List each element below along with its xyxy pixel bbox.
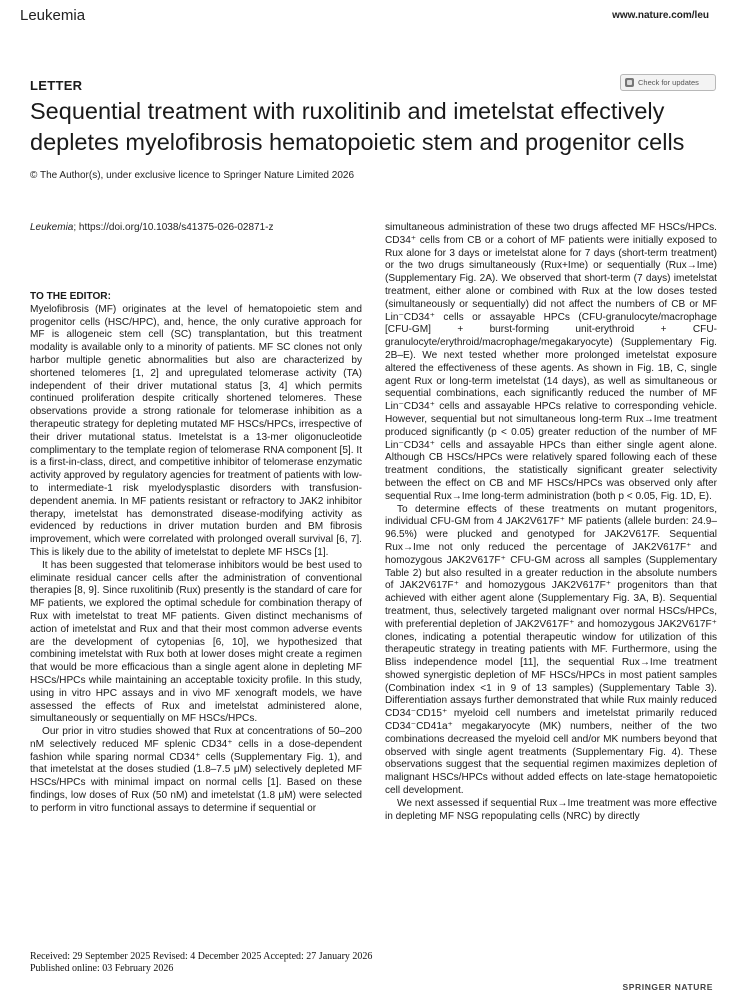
- publisher-logo: SPRINGER NATURE: [622, 982, 713, 992]
- paragraph: Myelofibrosis (MF) originates at the level of hematopoietic stem and progenitor cells (HSC/HPC), and, hence, the only curative approach for MF is allogeneic stem cell (SC) transplantation, but this treatment modality is available only to a minority of patients. MF SC clones not only harbor multiple genetic abnormalities but also are characterized by shortened telomeres [1, 2] and upregulated telomerase activity (TA) independent of their driver mutational status [3, 4] which permits continued proliferation despite critically shortened telomeres. These observations provide a strong rationale for telomerase inhibition as a therapeutic strategy for depleting mutated MF HSCs/HPCs, irrespective of their driver mutational status. Imetelstat is a 13-mer oligonucleotide complimentary to the template region of telomerase RNA component [5]. It is a first-in-class, direct, and competitive inhibitor of telomerase enzymatic activity approved by regulatory agencies for treatment of patients with low- to intermediate-1 risk myelodysplastic disorders with transfusion-dependent anemia. In MF patients resistant or refractory to JAK2 inhibitor therapy, imetelstat has demonstrated disease-modifying activity as evidenced by reductions in driver mutation burden and BM fibrosis improvement, which were correlated with prolonged overall survival [6, 7]. This is likely due to the ability of imetelstat to deplete MF HSCs [1].: [30, 303, 362, 558]
- received-dates: Received: 29 September 2025 Revised: 4 December 2025 Accepted: 27 January 2026: [30, 951, 373, 962]
- published-date: Published online: 03 February 2026: [30, 963, 174, 974]
- doi-link[interactable]: ; https://doi.org/10.1038/s41375-026-02871-z: [73, 222, 274, 233]
- doi-line: [30, 222, 274, 233]
- paragraph: It has been suggested that telomerase inhibitors would be best used to eliminate residual cancer cells after the administration of conventional therapies [8, 9]. Since ruxolitinib (Rux) presently is the standard of care for MF patients, we explored the optimal schedule for combination therapy of Rux with imetelstat to treat MF patients. Given distinct mechanisms of action of imetelstat and Rux and that their most common adverse events are the development of cytopenias [6, 10], we hypothesized that combining imetelstat with Rux both at lower doses might create a regimen that would be more efficacious than a single agent alone in depleting MF HSCs/HPCs while maintaining an acceptable toxicity profile. In this study, using in vitro HPC assays and in vivo MF xenograft models, we have assessed the effects of Rux and imetelstat administered alone, simultaneously or sequentially on MF HSCs/HPCs.: [30, 559, 362, 725]
- paragraph: simultaneous administration of these two drugs affected MF HSCs/HPCs. CD34⁺ cells from CB or a cohort of MF patients were initially exposed to Rux alone for 3 days or imetelstat alone for 7 days (short-term treatment) or the two drugs simultaneously (Rux+Ime) or sequentially (Rux→Ime) (Supplementary Fig. 2A). We observed that short-term (7 days) imetelstat treatment, either alone or combined with Rux at the low doses tested (simultaneously or sequentially) did not affect the numbers of CB or MF Lin⁻CD34⁺ cells or assayable HPCs (CFU-granulocyte/macrophage [CFU-GM] + burst-forming unit-erythroid + CFU-granulocyte/erythroid/macrophage/megakaryocyte) (Supplementary Fig. 2B–E). We next tested whether more prolonged imetelstat exposure altered the effectiveness of these agents. As shown in Fig. 1B, C, single agent Rux or long-term imetelstat (14 days), as well as simultaneous or sequential combinations, each significantly reduced the number of MF Lin⁻CD34⁺ cells and assayable HPCs relative to corresponding vehicle. However, sequential but not simultaneous long-term Rux→Ime treatment produced significantly (p < 0.05) greater reduction of the number of MF Lin⁻CD34⁺ cells and assayable HPCs than either single agent alone. Although CB HSCs/HPCs were relatively spared following each of these treatment conditions, the statistically significant greater selectivity between the effect on CB and MF HSCs/HPCs was observed only after sequential Rux→Ime long-term administration (both p < 0.05, Fig. 1D, E).: [385, 222, 717, 502]
- paragraph: To determine effects of these treatments on mutant progenitors, individual CFU-GM from 4 JAK2V617F⁺ MF patients (allele burden: 24.9–96.5%) were plucked and genotyped for JAK2V617F. Sequential Rux→Ime not only reduced the percentage of JAK2V617F⁺ and homozygous JAK2V617F⁺ CFU-GM across all samples (Supplementary Table 2) but also resulted in a greater reduction in the absolute numbers of JAK2V617F⁺ and homozygous JAK2V617F⁺ progenitors than that achieved with either agent alone (Supplementary Fig. 3A, B). Sequential treatment, thus, selectively targeted malignant over normal HSCs/HPCs, with preferential depletion of JAK2V617F⁺ and homozygous JAK2V617F⁺ clones, indicating a potential therapeutic window for utilization of this therapeutic strategy in treating patients with MF. Furthermore, using the Bliss independence model [11], the sequential Rux→Ime treatment showed synergistic depletion of MF HSCs/HPCs in most patient samples (Combination index <1 in 9 of 13 samples) (Supplementary Table 3). Differentiation assays further demonstrated that while Rux mainly reduced CD34⁻CD15⁺ myeloid cell numbers and imetelstat primarily reduced CD34⁻CD41a⁺ megakaryocyte (MK) numbers, neither of the two combinations decreased the myeloid cell and/or MK numbers beyond that observed with single agent treatments (Supplementary Fig. 4). These observations suggest that the sequential regimen maximizes depletion of malignant HSCs/HPCs without added effects on late-stage hematopoietic cell development.: [385, 503, 717, 797]
- paragraph: We next assessed if sequential Rux→Ime treatment was more effective in depleting MF NSG repopulating cells (NRC) by directly: [385, 797, 717, 822]
- paragraph: Our prior in vitro studies showed that Rux at concentrations of 50–200 nM selectively reduced MF splenic CD34⁺ cells in a dose-dependent fashion while sparing normal CD34⁺ cells (Supplementary Fig. 1), and that imetelstat at the doses studied (1.8–7.5 μM) selectively depleted MF HSCs/HPCs with minimal impact on normal cells [1]. Based on these findings, low doses of Rux (50 nM) and imetelstat (1.8 μM) were selected to perform in vitro functional assays to determine if sequential or: [30, 726, 362, 814]
- body-column-right: [385, 222, 717, 823]
- update-badge-icon: [625, 78, 634, 87]
- check-for-updates-button[interactable]: [620, 74, 716, 91]
- article-title: Sequential treatment with ruxolitinib and imetelstat effectively depletes myelofibrosis hematopoietic stem and progenitor cells: [30, 98, 685, 155]
- check-for-updates-label: Check for updates: [638, 78, 699, 87]
- body-column-left: [30, 291, 362, 816]
- editor-heading: TO THE EDITOR:: [30, 291, 111, 302]
- copyright-line: © The Author(s), under exclusive licence to Springer Nature Limited 2026: [30, 170, 355, 181]
- article-type: LETTER: [30, 78, 83, 93]
- doi-journal: Leukemia: [30, 222, 74, 233]
- article-dates: [30, 951, 372, 975]
- journal-url-link[interactable]: www.nature.com/leu: [612, 10, 709, 21]
- journal-name: Leukemia: [20, 7, 86, 24]
